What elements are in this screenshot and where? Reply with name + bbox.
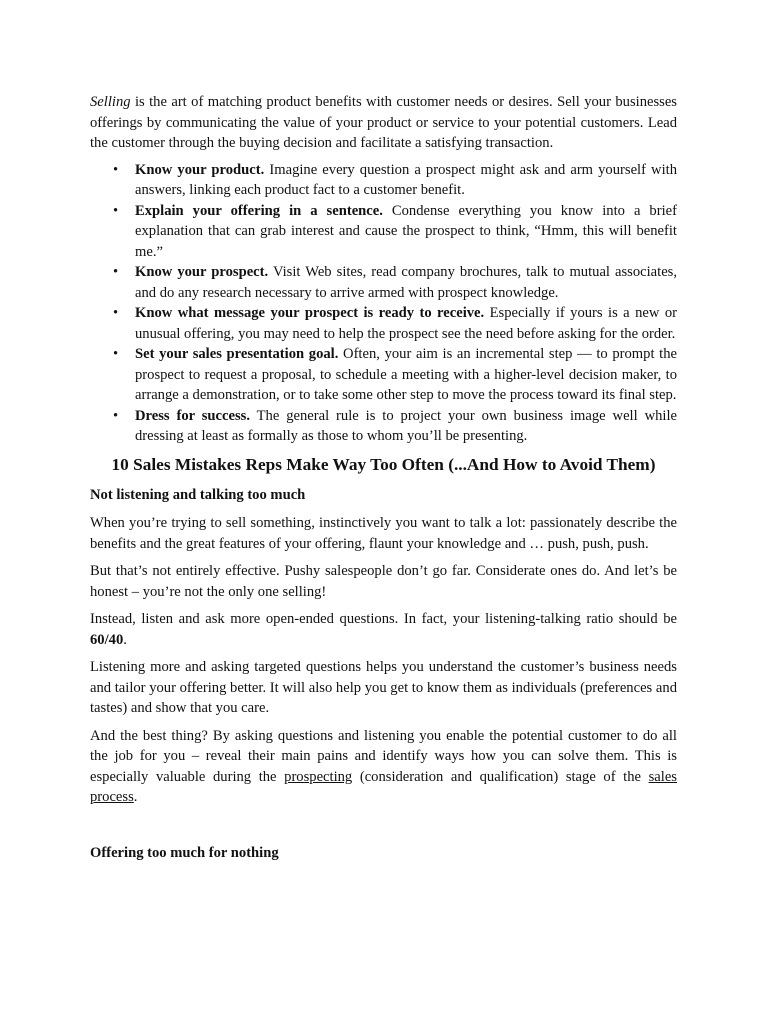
intro-paragraph (90, 92, 677, 154)
bullet-icon: • (113, 202, 119, 219)
intro-lead-italic: Selling (90, 94, 131, 110)
paragraph: When you’re trying to sell something, instinctively you want to talk a lot: passionately describe the benefits and the great features of your offering, flaunt your knowledge and … push, push, push. (90, 515, 677, 552)
paragraph-text: (consideration and qualification) stage of the (352, 768, 649, 785)
paragraph: But that’s not entirely effective. Pushy salespeople don’t go far. Considerate ones do. And let’s be honest – you’re not the only one selling! (90, 563, 677, 600)
sales-process-link[interactable]: sales process (90, 768, 677, 805)
list-item-title: Know your prospect. (135, 264, 269, 280)
bullet-icon: • (113, 346, 119, 362)
list-item (90, 160, 677, 201)
paragraph-end: . (133, 789, 138, 805)
list-item-title: Set your sales presentation goal. (135, 346, 339, 362)
list-item-text: The general rule is to project your own business image well while dressing at least as formally as those to whom you’ll be presenting. (135, 407, 677, 444)
list-item (90, 303, 677, 344)
list-item-title: Know what message your prospect is ready to receive. (135, 305, 485, 321)
list-item-text: Often, your aim is an incremental step — to prompt the prospect to request a proposal, to schedule a meeting with a higher-level decision maker, to arrange a demonstration, or to take some other step to move the process toward its final step. (135, 346, 677, 403)
list-item-title: Know your product. (135, 161, 265, 178)
document-page (90, 92, 677, 871)
paragraph (90, 726, 677, 808)
bullet-icon: • (113, 264, 119, 280)
prospecting-link[interactable]: prospecting (284, 768, 353, 785)
paragraph-end: . (123, 631, 127, 648)
ratio-value: 60/40 (90, 631, 124, 648)
bullet-icon: • (113, 161, 119, 178)
list-item-title: Explain your offering in a sentence. (135, 202, 383, 219)
tips-list (90, 160, 677, 447)
list-item (90, 201, 677, 263)
bullet-icon: • (113, 407, 119, 424)
bullet-icon: • (113, 305, 119, 321)
list-item-title: Dress for success. (135, 407, 250, 424)
paragraph-text: And the best thing? By asking questions and listening you enable the potential customer to do all the job for you – reveal their main pains and identify ways how you can solve them. This is especially valuable during the (90, 727, 677, 785)
section-heading: Offering too much for nothing (90, 844, 279, 861)
list-item-text: Imagine every question a prospect might ask and arm yourself with answers, linking each product fact to a customer benefit. (135, 161, 677, 198)
paragraph-text: Instead, listen and ask more open-ended questions. In fact, your listening-talking ratio should be (90, 611, 677, 627)
list-item-text: Especially if yours is a new or unusual offering, you may need to help the prospect see the need before asking for the order. (135, 305, 677, 342)
list-item (90, 262, 677, 303)
article-title: 10 Sales Mistakes Reps Make Way Too Often (...And How to Avoid Them) (111, 454, 656, 474)
intro-text: is the art of matching product benefits with customer needs or desires. Sell your businesses offerings by communicating the value of your product or service to your potential customers. Lead the customer through the buying decision and facilitate a satisfying transaction. (90, 94, 677, 151)
paragraph: Listening more and asking targeted questions helps you understand the customer’s business needs and tailor your offering better. It will also help you get to know them as individuals (preferences and tastes) and show that you care. (90, 659, 677, 716)
section-heading: Not listening and talking too much (90, 486, 306, 503)
list-item-text: Condense everything you know into a brief explanation that can grab interest and cause the prospect to think, “Hmm, this will benefit me.” (135, 202, 677, 260)
list-item (90, 344, 677, 406)
list-item (90, 406, 677, 447)
list-item-text: Visit Web sites, read company brochures, talk to mutual associates, and do any research necessary to arrive armed with prospect knowledge. (135, 264, 678, 301)
paragraph (90, 609, 677, 650)
spacer (90, 815, 677, 843)
